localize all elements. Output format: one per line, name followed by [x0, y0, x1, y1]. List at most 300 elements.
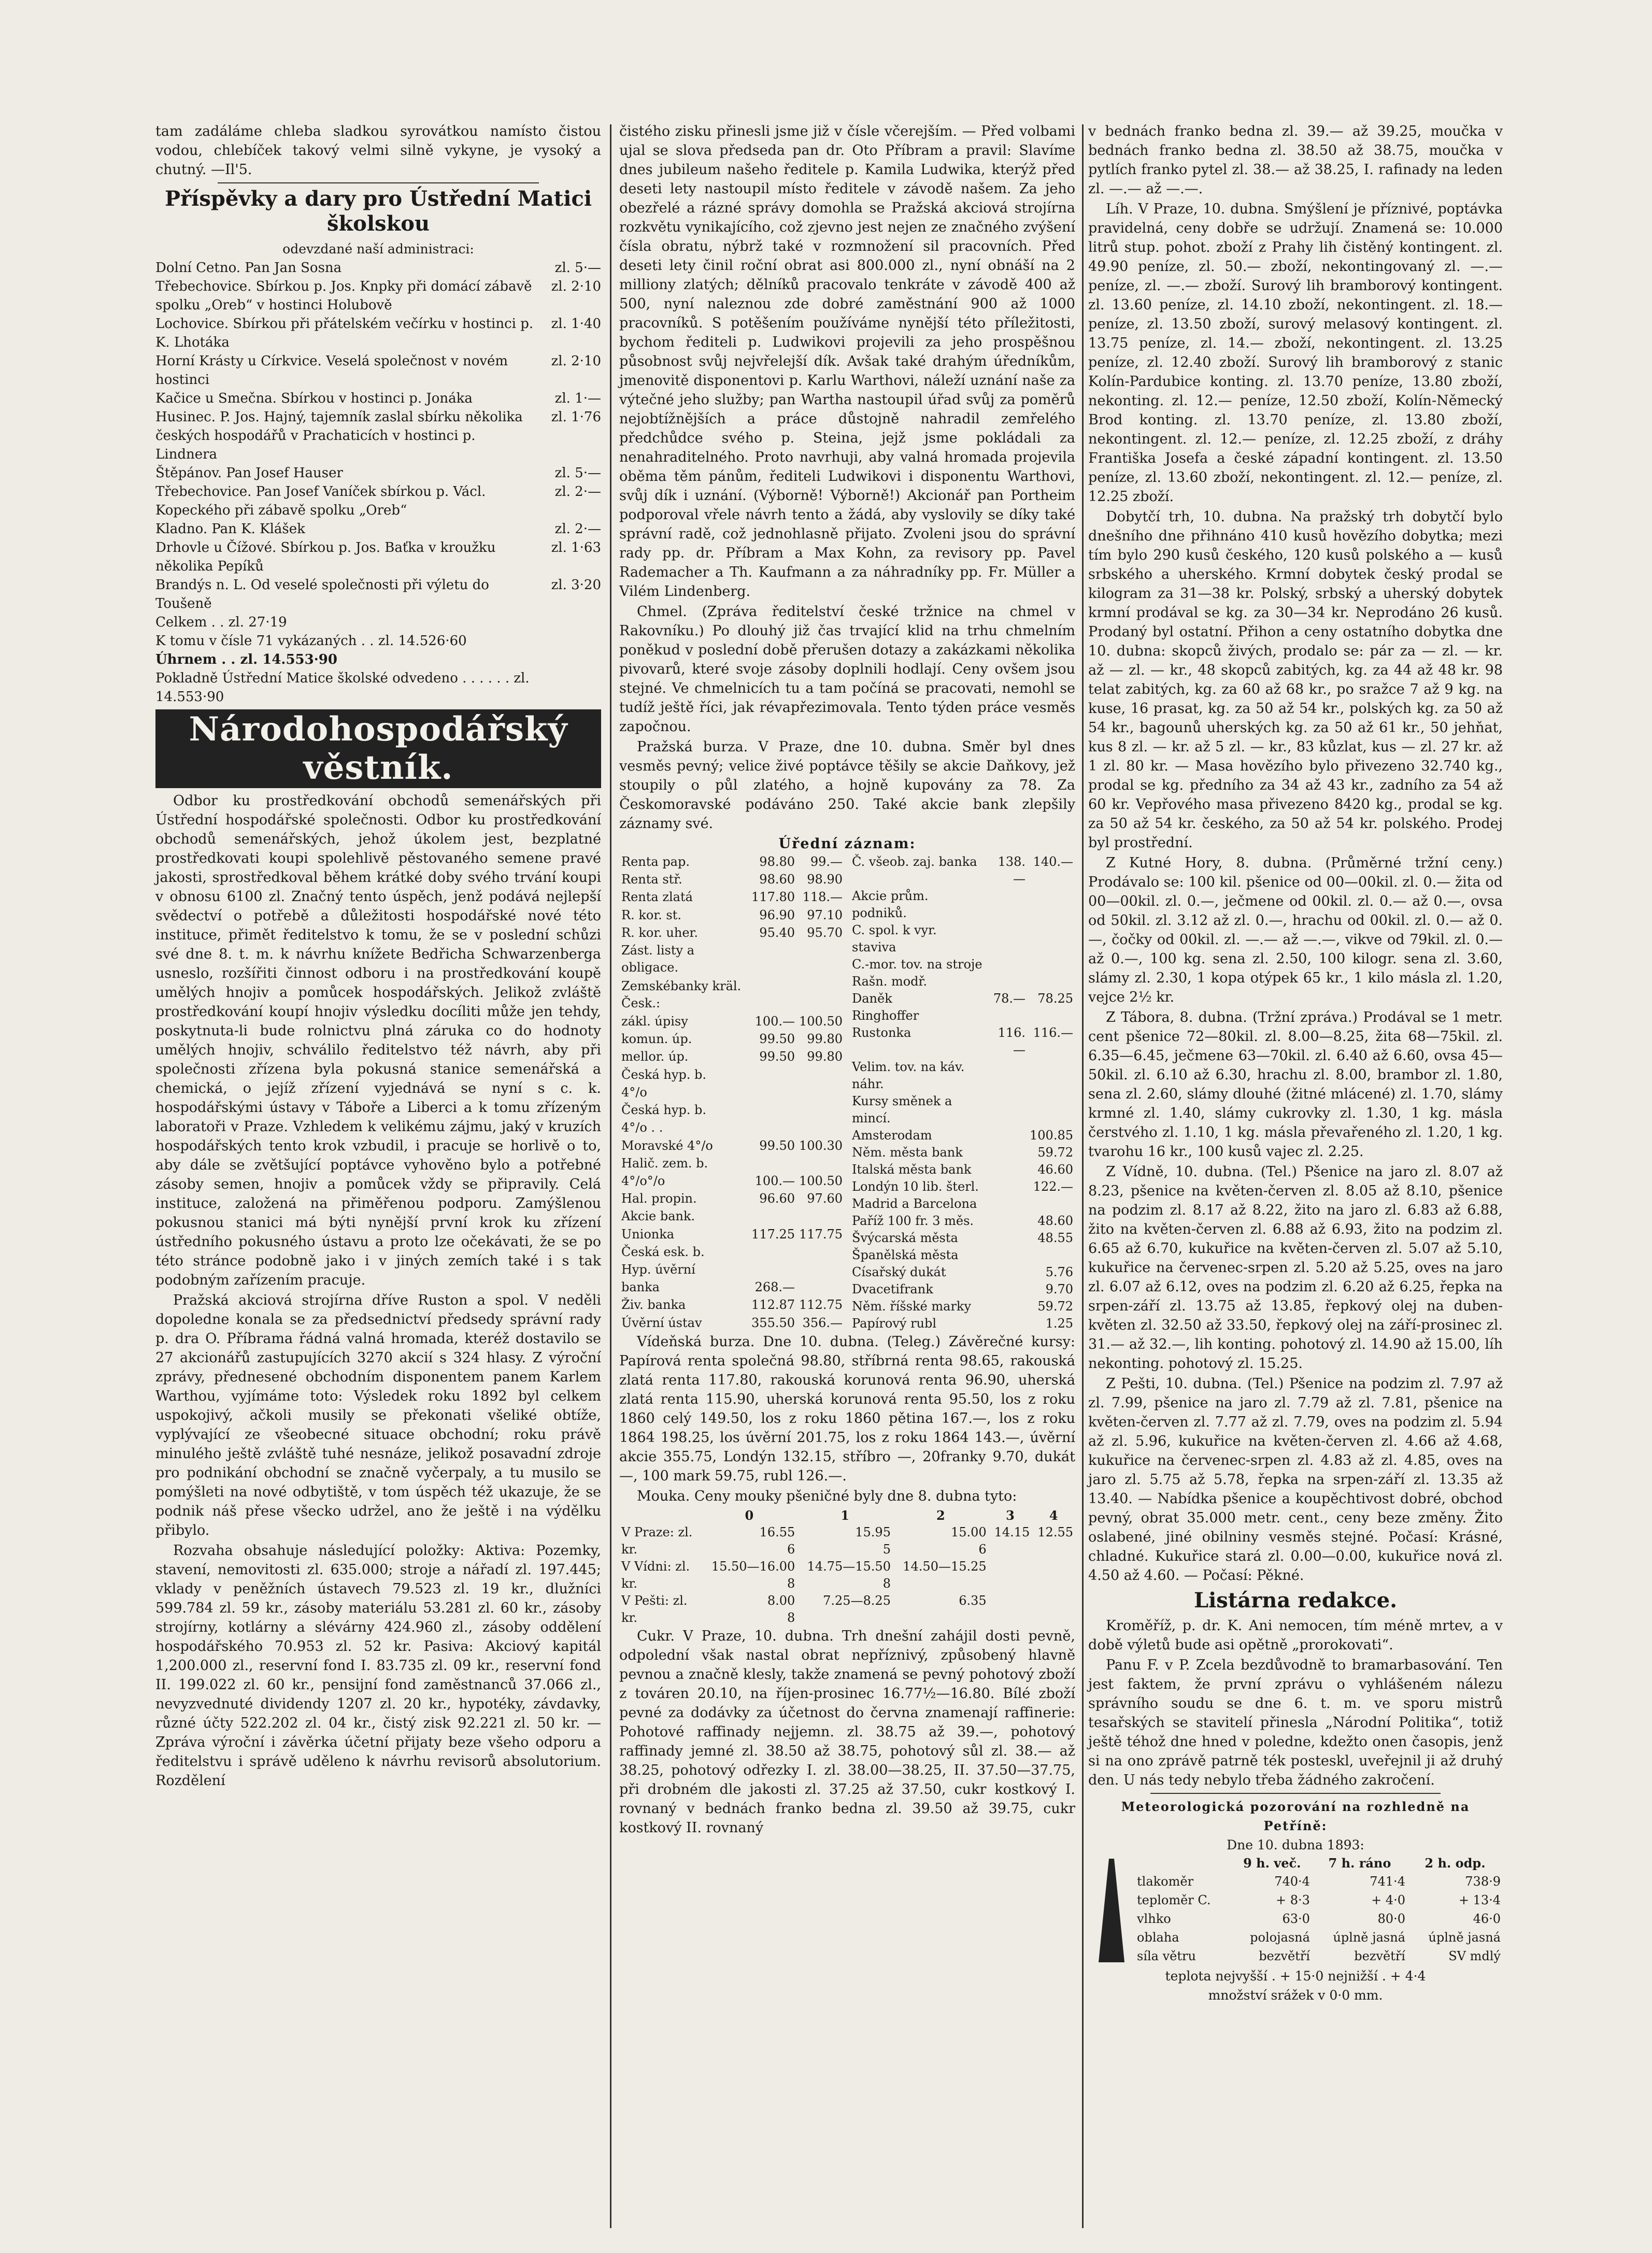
table-cell: 99.50	[759, 1138, 795, 1153]
table-cell	[797, 1119, 845, 1137]
table-cell: Akcie bank.	[621, 1209, 695, 1224]
donation-amount: zl. 2·—	[554, 484, 601, 500]
divider	[1150, 1793, 1441, 1794]
table-cell: 97.10	[807, 907, 843, 922]
table-cell: 7.25—8.25	[823, 1593, 891, 1608]
donation-name: Kačice u Smečna. Sbírkou v hostinci p. Jonáka	[155, 391, 473, 406]
table-cell	[797, 1155, 845, 1173]
table-row	[619, 1315, 845, 1332]
table-cell	[989, 1575, 1032, 1592]
table-row	[850, 1024, 1075, 1059]
table-cell: 98.80	[759, 854, 795, 869]
table-cell: 1.25	[1045, 1316, 1073, 1331]
donation-amount: zl. 5·—	[554, 260, 601, 276]
table-cell: 6	[787, 1542, 795, 1557]
table-row	[850, 1315, 1075, 1332]
table-cell: R. kor. st.	[621, 907, 682, 922]
table-cell: 118.—	[802, 890, 843, 905]
meteo-table	[1135, 1855, 1503, 1966]
column-rule	[610, 124, 611, 2228]
donation-amount: zl. 1·76	[551, 409, 601, 425]
table-cell	[986, 956, 1028, 973]
table-cell: Paříž 100 fr. 3 měs.	[852, 1214, 974, 1228]
table-cell: Česká hyp. b.	[621, 1103, 706, 1118]
article-cukr: Cukr. V Praze, 10. dubna. Trh dnešní zahájil dosti pevně, odpolední však nastal obrat nepříznivý, způsobený hlavně pevnou a značně klesly, takže znamená se pevný pohotový zboží z továren 20.10, na říjen-prosinec 16.77½—16.80. Bílé zboží pevné za dodávky za účetnost do června znamenají raffinerie: Pohotové raffinady nejjemn. zl. 38.75 až 39.—, pohotový raffinady jemné zl. 38.50 až 38.75, pohotový sůl zl. 38.— až 38.25, pohotový odřezky I. zl. 38.00—38.25, II. 37.50—37.75, při drobném dle jakosti zl. 37.25 až 37.50, cukr kostkový I. rovnaný v bednách franko bedna zl. 39.50 až 39.75, cukr kostkový II. rovnaný	[619, 1628, 1075, 1836]
table-row	[619, 1279, 845, 1296]
table-cell: Rašn. modř.	[852, 974, 927, 989]
table-row	[619, 1084, 845, 1102]
table-cell: 14.75—15.50	[807, 1559, 891, 1574]
article-rozvaha: Rozvaha obsahuje následující položky: Aktiva: Pozemky, stavení, nemovitosti zl. 635.000; stroje a nářadí zl. 197.445; vklady v peněžních ústavech 79.523 zl. 19 kr., dlužníci 599.784 zl. 59 kr., zásoby materiálu 53.281 zl. 60 kr., zásoby strojírny, kotlárny a slévárny 424.960 zl., zásoby oddělení hospodářského 70.953 zl. 52 kr. Pasiva: Akciový kapitál 1,200.000 zl., reservní fond I. 83.735 zl. 09 kr., reservní fond II. 199.022 zl. 60 kr., pensijní fond zaměstnanců 37.066 zl., nevyzvednuté dividendy 1207 zl. 20 kr., hypotéky, závdavky, různé účty 522.202 zl. 04 kr., čistý zisk 92.221 zl. 50 kr. — Zpráva výroční i závěrka účetní přijaty beze všeho odporu a ředitelstvu i správě uděleno k návrhu revisorů absolutorium. Rozdělení	[155, 1543, 601, 1789]
table-cell: 95.70	[807, 925, 843, 940]
table-cell	[797, 1208, 845, 1225]
table-cell	[986, 1264, 1028, 1281]
table-row	[850, 1161, 1075, 1178]
table-cell	[749, 1084, 797, 1102]
table-cell: Renta pap.	[621, 854, 690, 869]
table-cell	[749, 978, 797, 1013]
table-cell: Kursy směnek a mincí.	[852, 1094, 952, 1125]
table-cell	[797, 1244, 845, 1261]
table-header-cell: 7 h. ráno	[1328, 1856, 1391, 1871]
table-cell: 16.55	[759, 1525, 795, 1539]
table-cell: 78.25	[1037, 991, 1073, 1006]
article-jubileum: čistého zisku přinesli jsme již v čísle včerejším. — Před volbami ujal se slova předseda pan dr. Oto Příbram a pravil: Slavíme dnes jubileum našeho ředitele p. Kamila Ludwika, kterýž před deseti lety nastoupil místo ředitele v závodě našem. Za jeho obezřelé a rázné správy domohla se Pražská akciová strojírna rozkvětu vynikajícího, což zjevno jest nejen ze značného zvýšení čísla obratu, nýbrž také v rozmnožení sil pracovních. Před deseti lety činil roční obrat asi 800.000 zl., nyní obnáší na 2 milliony zlatých; dělníků pracovalo tenkráte v závodě 400 až 500, nyní naleznou zde dobré zaměstnání 900 až 1000 pracovníků. S potěšením používáme nynější této příležitosti, bychom řediteli p. Ludwikovi projevili za jeho prospěšnou působnost svůj nejvřelejší dík. Avšak také drahým úředníkům, jmenovitě disponentovi p. Karlu Warthovi, náleží uznání naše za výtečné jeho služby; pan Wartha nastoupil úřad svůj za poměrů nejobtížnějších a práce důstojně nahradil zemřelého předchůdce svého p. Steina, jejž jsme pokládali za nenahraditelného. Proto navrhuji, aby valná hromada projevila oběma těm pánům, řediteli Ludwikovi i disponentu Warthovi, svůj dík i uznání. (Výborně! Výborně!) Akcionář pan Portheim podporoval vřele návrh tento a žádá, aby vyslovily se díky také správní radě, což jednohlasně přijato. Zvoleni jsou do správní rady pp. dr. Příbram a Max Kohn, za revisory pp. Pavel Rademacher a Th. Kaufmann a za náhradníky pp. Fr. Müller a Vilém Lindenberg.	[619, 123, 1075, 600]
table-cell: V Vídni: zl.	[621, 1559, 690, 1574]
table-row	[850, 973, 1075, 990]
table-cell	[986, 1315, 1028, 1332]
donation-amount: zl. 2·10	[551, 279, 601, 294]
meteo-precipitation: množství srážek v 0·0 mm.	[1208, 1988, 1383, 2003]
donation-amount: zl. 5·—	[554, 465, 601, 481]
table-cell: 63·0	[1282, 1912, 1310, 1926]
table-cell: Unionka	[621, 1227, 675, 1242]
donation-row	[155, 464, 601, 482]
article-videnska-burza: Vídeňská burza. Dne 10. dubna. (Teleg.) Závěrečné kursy: Papírová renta společná 98.80, stříbrná renta 98.65, rakouská zlatá renta 117.80, rakouská korunová renta 96.90, uherská zlatá renta 115.90, uherská korunová renta 95.50, los z roku 1860 celý 149.50, los z roku 1860 pětina 167.—, los z roku 1864 198.25, los úvěrní 201.75, los z roku 1864 143.—, úvěrní akcie 355.75, Londýn 132.15, stříbro —, 20franky 9.70, dukát —, 100 mark 59.75, rubl 126.—.	[619, 1334, 1075, 1484]
table-row	[619, 1173, 845, 1190]
table-row	[1135, 1929, 1503, 1948]
table-cell	[986, 1213, 1028, 1230]
table-cell	[1028, 888, 1075, 922]
table-cell	[986, 1281, 1028, 1298]
table-row	[619, 1208, 845, 1225]
table-row	[619, 889, 845, 906]
table-cell: Rustonka	[852, 1025, 912, 1040]
table-cell	[986, 922, 1028, 956]
table-cell: 8.00	[767, 1593, 795, 1608]
table-cell: síla větru	[1137, 1949, 1196, 1963]
table-row	[619, 1013, 845, 1031]
table-cell	[989, 1609, 1032, 1627]
table-cell	[893, 1575, 989, 1592]
table-cell: 268.—	[754, 1280, 795, 1295]
donation-row	[155, 408, 601, 464]
table-cell	[797, 1066, 845, 1084]
table-cell	[986, 888, 1028, 922]
table-cell: Akcie prům. podniků.	[852, 889, 929, 920]
table-cell	[797, 978, 845, 1013]
table-cell	[1028, 1247, 1075, 1264]
table-cell	[989, 1541, 1032, 1558]
table-cell: 99.80	[807, 1049, 843, 1064]
donation-row	[155, 352, 601, 389]
table-cell: úplně jasná	[1428, 1930, 1501, 1945]
table-cell: 48.55	[1037, 1231, 1073, 1245]
table-cell: Ringhoffer	[852, 1008, 919, 1023]
donation-amount: zl. 3·20	[551, 577, 601, 593]
article-viden: Z Vídně, 10. dubna. (Tel.) Pšenice na jaro zl. 8.07 až 8.23, pšenice na květen-červen zl. 8.05 až 8.10, pšenice na podzim zl. 8.17 až 8.22, žito na jaro zl. 6.83 až 6.88, žito na květen-červen zl. 6.88 až 6.93, žito na podzim zl. 6.65 až 6.70, kukuřice na květen-červen zl. 5.07 až 5.10, kukuřice na červenec-srpen zl. 5.20 až 5.25, oves na jaro zl. 6.07 až 6.12, oves na podzim zl. 6.20 až 6.25, řepka na srpen-září zl. 13.75 až 13.85, řepkový olej na duben-květen zl. 32.50 až 33.50, řepkový olej na září-prosinec zl. 31.— až 32.—, lih konting. pohotový zl. 14.90 až 15.00, líh nekonting. pohotový zl. 15.25.	[1088, 1164, 1503, 1372]
table-cell: oblaha	[1137, 1930, 1179, 1945]
table-cell	[986, 1247, 1028, 1264]
table-cell	[989, 1558, 1032, 1575]
table-row	[850, 956, 1075, 973]
donations-previous	[155, 632, 601, 650]
table-cell: 116.—	[998, 1025, 1026, 1057]
total-grand: Úhrnem . . zl. 14.553·90	[155, 652, 337, 667]
table-row	[619, 1592, 1075, 1609]
donations-subtitle: odevzdané naší administraci:	[282, 241, 474, 256]
table-cell: 8	[787, 1610, 795, 1625]
table-cell	[749, 1102, 797, 1119]
table-row	[619, 1137, 845, 1155]
table-row	[619, 1190, 845, 1208]
table-cell: Švýcarská města	[852, 1231, 958, 1245]
table-row	[850, 1230, 1075, 1247]
table-cell: 96.90	[759, 907, 795, 922]
table-cell: 59.72	[1037, 1145, 1073, 1160]
table-cell: bezvětří	[1259, 1949, 1310, 1963]
table-cell: 4°/o . .	[621, 1120, 663, 1135]
table-cell: 140.—	[1033, 854, 1073, 869]
letter-kromeriz: Kroměříž, p. dr. K. Ani nemocen, tím méně mrtev, a v době výletů bude asi opětně „prorokovati“.	[1088, 1618, 1503, 1653]
table-cell	[749, 1244, 797, 1261]
table-cell	[797, 1102, 845, 1119]
donation-name: Lochovice. Sbírkou při přátelském večírku v hostinci p. K. Lhotáka	[155, 316, 534, 350]
market-table-left	[619, 853, 845, 1332]
table-row	[619, 1296, 845, 1314]
table-row	[850, 853, 1075, 888]
table-row	[619, 942, 845, 977]
table-cell	[749, 1119, 797, 1137]
donation-name: Drhovle u Čížové. Sbírkou p. Jos. Baťka v kroužku několika Pepíků	[155, 540, 496, 574]
donations-handed-over	[155, 669, 601, 706]
article-semenarske: Odbor ku prostředkování obchodů semenářských při Ústřední hospodářské společnosti. Odbor ku prostředkování obchodů semenářských, jehož úkolem jest, bezplatné prostředkovati koupi spolehlivě pěstovaného semene pravé jakosti, sprostředkoval během krátké doby svého trvání koupi v obnosu 6100 zl. Značný tento úspěch, jenž podává nejlepší svědectví o potřebě a důležitosti hospodářské nové této instituce, přimět ředitelstvo k tomu, že se v poslední schůzi své dne 8. t. m. k návrhu knížete Bedřicha Schwarzenberga usneslo, rozšířiti činnost odboru i na prostředkování koupě umělých hnojiv a pomůcek hospodářských. Jelikož zvláště prostředkování koupí hnojiv výsledku docíliti může jen tehdy, poskytnuta-li bude rolnictvu plná záruka co do hodnoty umělých hnojiv, schválilo ředitelstvo též návrh, aby při společnosti zřízena byla pokusná stanice semenářská a chemická, o jejíž zřízení vyjednává se nyní s c. k. hospodářskými ústavy v Táboře a Liberci a k tomu zřízeným laboratoři v Praze. Vzhledem k velikému zájmu, jaký v kruzích hospodářských tento krok vzbudil, i pracuje se horlivě o to, aby dále se zvětšující poptávce vyhověno bylo a potřebné zásoby semen, hnojiv a pomůcek vždy se připravily. Celá instituce, založená na přiměřenou podporu. Zamýšlenou pokusnou stanici má býti nynější první krok ku zřízení ústředního pokusného ústavu a proto lze očekávati, že se po této stránce podobně jako i v jiných zemích také i s tak podobným zařízením pracuje.	[155, 793, 601, 1288]
handed-over: Pokladně Ústřední Matice školské odvedeno . . . . . . zl. 14.553·90	[155, 671, 530, 705]
donation-amount: zl. 1·—	[554, 391, 601, 406]
table-cell: 48.60	[1037, 1214, 1073, 1228]
table-row	[850, 1213, 1075, 1230]
donation-name: Dolní Cetno. Pan Jan Sosna	[155, 260, 342, 276]
donations-total	[155, 613, 601, 632]
table-cell: 100.30	[799, 1138, 843, 1153]
table-row	[850, 1007, 1075, 1024]
table-cell: Španělská města	[852, 1248, 959, 1262]
table-cell: polojasná	[1250, 1930, 1310, 1945]
table-row	[619, 1541, 1075, 1558]
table-cell: Hyp. úvěrní	[621, 1262, 695, 1277]
table-cell: C. spol. k vyr. staviva	[852, 923, 937, 954]
petrin-tower-icon	[1088, 1859, 1135, 1962]
table-cell	[749, 1066, 797, 1084]
market-table-right	[850, 853, 1075, 1332]
article-kutna-hora: Z Kutné Hory, 8. dubna. (Průměrné tržní ceny.) Prodávalo se: 100 kil. pšenice od 00—00kil. zl. 0.— žita od 00—00kil. zl. 0.—, ječmene od 00kil. zl. 0.— až 0.—, ovsa od 50kil. zl. 3.12 až zl. 0.—, hrachu od 00kil. zl. 0.— až 0.—, čočky od 00kil. zl. —.— až —.—, vikve od 79kil. zl. 0.— až 0.—, 100 kg. sena zl. 2.50, 100 kilogr. sena zl. 3.60, slámy zl. 2.30, 1 kopa otýpek 65 kr., 1 kilo másla zl. 1.20, vejce 2½ kr.	[1088, 855, 1503, 1005]
article-chmel: Chmel. (Zpráva ředitelství české tržnice na chmel v Rakovníku.) Po dlouhý již čas trvající klid na trhu chmelním poněkud v poslední době přerušen dotazy a zakázkami několika pivovarů, které svoje zásoby doplnili hodlají. Ceny ovšem jsou stejné. Ve chmelnicích tu a tam počíná se pracovati, nemohl se tudíž ještě říci, jak révapřezimovala. Tento týden práce vesměs započnou.	[619, 604, 1075, 735]
table-cell: Č. všeob. zaj. banka	[852, 854, 977, 869]
table-cell: Česká esk. b.	[621, 1244, 705, 1259]
table-row	[619, 1244, 845, 1261]
table-cell: Amsterodam	[852, 1128, 932, 1143]
table-row	[619, 1609, 1075, 1627]
table-cell	[1028, 1195, 1075, 1213]
donation-name: Štěpánov. Pan Josef Hauser	[155, 465, 343, 481]
article-cukr-continued: v bednách franko bedna zl. 39.— až 39.25, moučka v bednách franko bedna zl. 38.50 až 38.75, moučka v pytlích franko pytel zl. 38.— až 38.25, I. rafinady na leden zl. —.— až —.—.	[1088, 123, 1503, 197]
table-row	[850, 990, 1075, 1007]
table-cell: 4°/o	[621, 1085, 647, 1100]
table-cell: 8	[882, 1576, 891, 1591]
table-row	[619, 1048, 845, 1066]
table-cell: Daněk	[852, 991, 892, 1006]
table-row	[619, 871, 845, 889]
table-cell: 96.60	[759, 1191, 795, 1206]
donations-title: Příspěvky a dary pro Ústřední Matici školskou	[164, 187, 592, 236]
table-cell	[986, 973, 1028, 990]
donation-name: Horní Krásty u Církvice. Veselá společnost v novém hostinci	[155, 353, 508, 388]
table-header-cell: 4	[1049, 1508, 1058, 1523]
official-quotes-title: Úřední záznam:	[778, 836, 916, 852]
table-cell: 112.87	[751, 1297, 795, 1313]
table-cell: 99.80	[807, 1032, 843, 1047]
table-cell	[797, 1279, 845, 1296]
table-header-cell: 0	[745, 1508, 754, 1523]
meteo-block	[1088, 1855, 1503, 1966]
table-cell: Halič. zem. b.	[621, 1156, 708, 1171]
table-header-row	[619, 1507, 1075, 1524]
column-middle	[619, 122, 1075, 1838]
table-cell: zákl. úpisy	[621, 1014, 688, 1029]
donation-row	[155, 315, 601, 352]
table-cell	[1028, 1093, 1075, 1127]
table-cell: 15.00	[950, 1525, 987, 1539]
total-celkem: Celkem . . zl. 27·19	[155, 615, 287, 630]
table-row	[850, 888, 1075, 922]
table-cell: V Praze: zl.	[621, 1525, 693, 1539]
table-cell	[749, 942, 797, 977]
table-cell	[986, 1298, 1028, 1315]
table-cell: 46.60	[1037, 1162, 1073, 1177]
table-cell: Moravské 4°/o	[621, 1138, 713, 1153]
donation-amount: zl. 2·10	[551, 353, 601, 369]
donations-grand-total	[155, 650, 601, 669]
table-cell: + 4·0	[1371, 1893, 1405, 1907]
table-cell: 740·4	[1274, 1874, 1310, 1889]
table-row	[619, 907, 845, 924]
table-cell: úplně jasná	[1333, 1930, 1405, 1945]
listarna-title: Listárna redakce.	[1193, 1588, 1398, 1613]
table-cell	[797, 942, 845, 977]
table-cell	[797, 1084, 845, 1102]
table-cell	[1028, 956, 1075, 973]
table-row	[619, 853, 845, 871]
table-cell: Císařský dukát	[852, 1265, 946, 1279]
donation-row	[155, 482, 601, 520]
meteo-date: Dne 10. dubna 1893:	[1227, 1837, 1364, 1852]
table-cell: 98.90	[807, 872, 843, 887]
table-cell	[986, 1230, 1028, 1247]
table-cell: 97.60	[807, 1191, 843, 1206]
column-right	[1088, 122, 1503, 2005]
donation-row	[155, 277, 601, 315]
donation-amount: zl. 1·63	[551, 540, 601, 555]
table-cell: V Pešti: zl.	[621, 1593, 688, 1608]
table-cell: 98.60	[759, 872, 795, 887]
table-cell	[1028, 1007, 1075, 1024]
donation-name: Kladno. Pan K. Klášek	[155, 521, 305, 537]
table-cell: 117.80	[751, 890, 795, 905]
article-mouka: Mouka. Ceny mouky pšeničné byly dne 8. dubna tyto:	[637, 1488, 1017, 1504]
table-header-cell	[1135, 1855, 1232, 1873]
table-cell	[749, 1261, 797, 1279]
table-cell: 112.75	[799, 1297, 843, 1313]
table-cell: Živ. banka	[621, 1297, 686, 1313]
section-title-vestnik: Národohospodářský věstník.	[155, 709, 601, 788]
table-cell: tlakoměr	[1137, 1874, 1194, 1889]
article-strojirna: Pražská akciová strojírna dříve Ruston a spol. V neděli dopoledne konala se za předsednictví předsedy správní rady p. dra O. Příbrama řádná valná hromada, kteréž dostavilo se 27 akcionářů zastupujících 3270 akcií s 324 hlasy. Z výroční zprávy, přednesené obchodním disponentem panem Karlem Warthou, vyjímáme toto: Výsledek roku 1892 byl celkem uspokojivý, ačkoli musily se překonati všeliké obtíže, vyplývající ze všeobecné situace obchodní; roku právě minulého ještě zvláště tuhé nesnáze, jelikož posavadní zdroje pro podnikání obchodní se značně vyčerpaly, a tu musilo se pomýšleti na nové odbytiště, v tom úspěch též ukazuje, že se podnik náš přese všecko udržel, ano že ještě i na výdělku přibylo.	[155, 1292, 601, 1538]
donations-list	[155, 259, 601, 613]
table-row	[850, 1247, 1075, 1264]
table-cell: Hal. propin.	[621, 1191, 697, 1206]
table-cell: 12.55	[1037, 1525, 1073, 1539]
meteo-title: Meteorologická pozorování na rozhledně na Petříně:	[1121, 1799, 1470, 1833]
donation-name: Brandýs n. L. Od veselé společnosti při výletu do Toušeně	[155, 577, 489, 611]
table-row	[619, 1261, 845, 1279]
column-left	[155, 122, 601, 1791]
table-cell: 99.50	[759, 1032, 795, 1047]
table-row	[619, 1155, 845, 1173]
table-cell: Renta stř.	[621, 872, 682, 887]
table-cell: 15.50—16.00	[711, 1559, 795, 1574]
table-header-cell: 3	[1006, 1508, 1015, 1523]
table-cell: 355.50	[751, 1315, 795, 1330]
table-header-row	[1135, 1855, 1503, 1873]
donation-row	[155, 538, 601, 576]
article-tabor: Z Tábora, 8. dubna. (Tržní zpráva.) Prodával se 1 metr. cent pšenice 72—80kil. zl. 8.00—8.25, žita 68—75kil. zl. 6.35—6.45, ječmene 63—70kil. zl. 6.40 až 6.60, ovsa 45—50kil. zl. 6.10 až 6.30, hrachu zl. 8.00, brambor zl. 1.80, sena zl. 2.60, slámy dlouhé (žitné mlácené) zl. 1.70, slámy krmné zl. 1.40, slámy cukrovky zl. 1.30, 1 kg. másla čerstvého zl. 1.10, 1 kg. másla převařeného zl. 1.20, 1 kg. tvarohu 16 kr., 100 kusů vajec zl. 2.25.	[1088, 1009, 1503, 1160]
table-row	[619, 1119, 845, 1137]
table-cell: 100.50	[799, 1173, 843, 1188]
table-cell: 100.50	[799, 1014, 843, 1029]
table-header-cell: 9 h. več.	[1243, 1856, 1301, 1871]
table-row	[619, 1575, 1075, 1592]
table-cell: 59.72	[1037, 1299, 1073, 1314]
table-cell: 6.35	[959, 1593, 987, 1608]
table-cell: 8	[787, 1576, 795, 1591]
table-cell: 741·4	[1370, 1874, 1405, 1889]
table-cell: + 13·4	[1458, 1893, 1501, 1907]
table-row	[850, 1093, 1075, 1127]
table-cell	[1028, 1059, 1075, 1093]
flour-price-table	[619, 1507, 1075, 1627]
table-row	[619, 924, 845, 942]
table-cell: 116.—	[1033, 1025, 1073, 1040]
table-cell: 80·0	[1377, 1912, 1405, 1926]
table-cell: R. kor. uher.	[621, 925, 698, 940]
table-cell: bezvětří	[1354, 1949, 1405, 1963]
table-cell: 138.—	[998, 854, 1026, 886]
table-cell	[986, 1007, 1028, 1024]
table-cell: 100.—	[754, 1014, 795, 1029]
table-cell: + 8·3	[1276, 1893, 1310, 1907]
table-cell: 5.76	[1045, 1265, 1073, 1279]
table-cell: Velim. tov. na káv. náhr.	[852, 1060, 965, 1091]
donation-row	[155, 520, 601, 538]
table-cell: 356.—	[802, 1315, 843, 1330]
table-row	[1135, 1910, 1503, 1929]
table-cell: 100.—	[754, 1173, 795, 1188]
table-cell: 14.15	[994, 1525, 1030, 1539]
table-cell: 14.50—15.25	[903, 1559, 987, 1574]
table-cell: 99.50	[759, 1049, 795, 1064]
table-row	[850, 1127, 1075, 1144]
table-cell: komun. úp.	[621, 1032, 692, 1047]
table-cell: Papírový rubl	[852, 1316, 937, 1331]
table-cell: 117.25	[751, 1227, 795, 1242]
table-cell: Londýn 10 lib. šterl.	[852, 1179, 979, 1194]
table-cell	[1028, 922, 1075, 956]
donation-name: Třebechovice. Sbírkou p. Jos. Knpky při domácí zábavě spolku „Oreb“ v hostinci Holubově	[155, 279, 532, 313]
table-cell	[986, 1093, 1028, 1127]
column-rule	[1082, 124, 1084, 2228]
table-cell	[1032, 1541, 1075, 1558]
table-cell: 15.95	[855, 1525, 891, 1539]
table-row	[619, 1102, 845, 1119]
table-cell: Madrid a Barcelona	[852, 1196, 977, 1211]
table-cell: 78.—	[993, 991, 1026, 1006]
table-cell: Úvěrní ústav	[621, 1315, 702, 1330]
meteo-temp-extremes: teplota nejvyšší . + 15·0 nejnižší . + 4·4	[1165, 1969, 1426, 1984]
table-cell: 46·0	[1473, 1912, 1501, 1926]
table-cell: kr.	[621, 1576, 638, 1591]
table-row	[1135, 1892, 1503, 1910]
article-lih: Líh. V Praze, 10. dubna. Smýšlení je příznivé, poptávka pravidelná, ceny dobře se udržují. Znamená se: 10.000 litrů stup. pohot. zboží z Prahy lih čistěný kontingent. zl. 49.90 peníze, zl. 50.— zboží, nekontingovaný zl. —.— peníze, zl. —.— zboží. Surový lih bramborový kontingent. zl. 13.60 peníze, zl. 14.10 zboží, nekontingent. zl. 18.— peníze, zl. 13.50 zboží, surový melasový kontingent. zl. 13.75 peníze, zl. 14.— zboží, nekontingent. zl. 13.25 peníze, zl. 12.40 zboží. Surový lih bramborový z stanic Kolín-Pardubice konting. zl. 13.70 peníze, 13.80 zboží, nekonting. zl. 12.— peníze, 12.50 zboží, Kolín-Německý Brod konting. zl. 13.70 peníze, zl. 13.80 zboží, nekontingent. zl. 12.— peníze, zl. 12.25 zboží, z dráhy Františka Josefa a české západní kontingent. zl. 13.50 peníze, zl. 13.60 zboží, nekontingent. zl. 12.— peníze, zl. 12.25 zboží.	[1088, 201, 1503, 505]
table-cell: SV mdlý	[1448, 1949, 1501, 1963]
table-row	[619, 1226, 845, 1244]
table-row	[850, 1264, 1075, 1281]
table-row	[850, 1298, 1075, 1315]
letter-panu-f: Panu F. v P. Zcela bezdůvodně to bramarbasování. Ten jest faktem, že první zprávu o vyhlášeném nálezu správního soudu se dne 6. t. m. ve sporu mistrů tesařských se stavitelí přinesla „Národní Politika“, totiž ještě téhož dne hned v poledne, kdežto onen časopis, jenž si na ono zprávě patrně ték posteskl, uveřejnil ji až druhý den. U nás tedy nebylo třeba žádného zakročení.	[1088, 1657, 1503, 1788]
donation-name: Husinec. P. Jos. Hajný, tajemník zaslal sbírku několika českých hospodářů v Prachaticích v hostinci p. Lindnera	[155, 409, 523, 462]
total-previous: K tomu v čísle 71 vykázaných . . zl. 14.526·60	[155, 633, 467, 649]
table-cell: 100.85	[1030, 1128, 1073, 1143]
table-cell: Něm. města bank	[852, 1145, 963, 1160]
table-cell	[986, 1195, 1028, 1213]
table-header-cell: 2	[936, 1508, 945, 1523]
donation-amount: zl. 2·—	[554, 521, 601, 537]
table-cell	[749, 1208, 797, 1225]
table-cell: 5	[882, 1542, 891, 1557]
table-row	[850, 1281, 1075, 1298]
intro-text: tam zadáláme chleba sladkou syrovátkou namísto čistou vodou, chlebíček takový velmi silně vykyne, je vysoký a chutný. —Il'5.	[155, 123, 601, 178]
table-cell	[797, 1609, 893, 1627]
table-row	[850, 1178, 1075, 1195]
table-row	[619, 1066, 845, 1084]
table-cell: 9.70	[1045, 1282, 1073, 1296]
table-cell	[986, 1059, 1028, 1093]
donation-name: Třebechovice. Pan Josef Vaníček sbírkou p. Václ. Kopeckého při zábavě spolku „Oreb“	[155, 484, 486, 518]
table-cell: teploměr C.	[1137, 1893, 1211, 1907]
table-row	[619, 1558, 1075, 1575]
table-cell	[797, 1261, 845, 1279]
table-cell: vlhko	[1137, 1912, 1171, 1926]
table-cell	[986, 1161, 1028, 1178]
